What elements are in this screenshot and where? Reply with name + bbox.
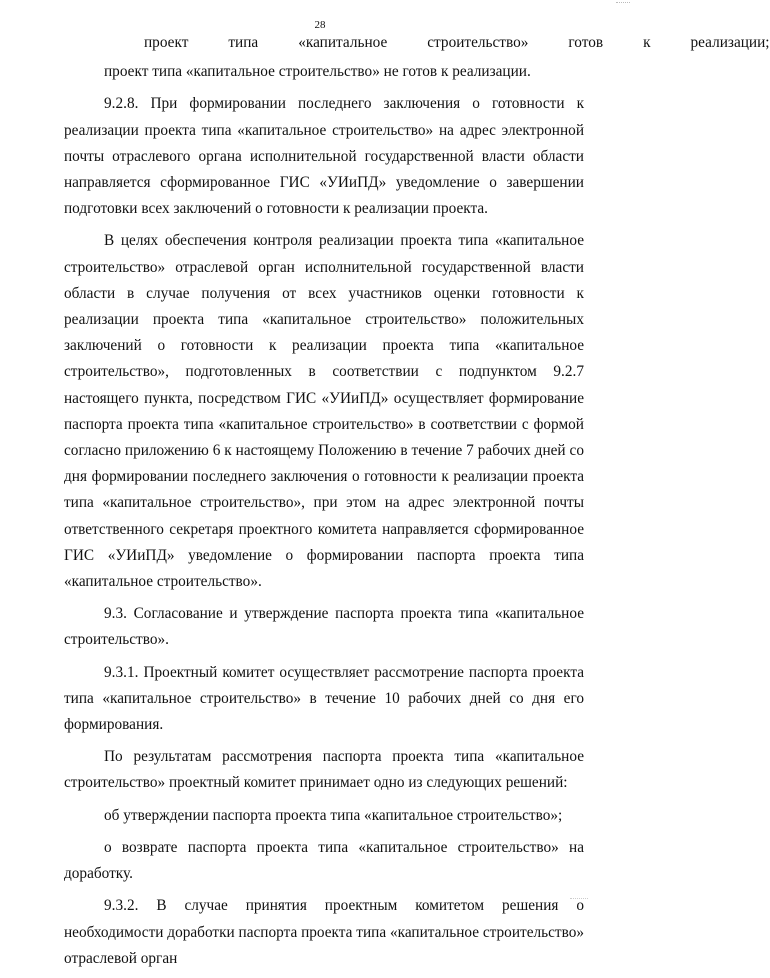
word: к xyxy=(643,34,651,51)
paragraph-3: 9.2.8. При формировании последнего заключения о готовности к реализации проекта типа «капитальное строительство» на адрес электронной почты отраслевого органа исполнительной государственной власти области направляется сформированное ГИС «УИиПД» уведомление о завершении подготовки всех заключений о готовности к реализации проекта. xyxy=(64,95,584,218)
paragraph-7: По результатам рассмотрения паспорта проекта типа «капитальное строительство» проектный комитет принимает одно из следующих решений: xyxy=(64,748,584,792)
word: «капитальное xyxy=(298,34,388,51)
word: проект xyxy=(144,34,189,51)
word: строительство» xyxy=(427,34,529,51)
page-number: 28 xyxy=(314,19,326,31)
scan-mark xyxy=(616,2,630,5)
paragraph-9: о возврате паспорта проекта типа «капитальное строительство» на доработку. xyxy=(64,838,584,883)
paragraph-6: 9.3.1. Проектный комитет осуществляет рассмотрение паспорта проекта типа «капитальное строительство» в течение 10 рабочих дней со дня его формирования. xyxy=(64,663,584,734)
paragraph-1 xyxy=(64,30,770,56)
paragraph-10: 9.3.2. В случае принятия проектным комитетом решения о необходимости доработки паспорта проекта типа «капитальное строительство» отраслевой орган xyxy=(64,897,584,967)
word: реализации; xyxy=(690,34,770,51)
paragraph-5: 9.3. Согласование и утверждение паспорта проекта типа «капитальное строительство». xyxy=(64,605,584,649)
word: типа xyxy=(228,34,259,51)
word: готов xyxy=(568,34,604,51)
paragraph-8: об утверждении паспорта проекта типа «капитальное строительство»; xyxy=(104,806,563,824)
document-body xyxy=(64,30,770,978)
scan-mark-bottom xyxy=(570,898,588,901)
paragraph-2: проект типа «капитальное строительство» не готов к реализации. xyxy=(104,63,531,81)
paragraph-4: В целях обеспечения контроля реализации проекта типа «капитальное строительство» отраслевой орган исполнительной государственной власти области в случае получения от всех участников оценки готовности к реализации проекта типа «капитальное строительство» положительных заключений о готовности к реализации проекта типа «капитальное строительство», подготовленных в соответствии с подпунктом 9.2.7 настоящего пункта, посредством ГИС «УИиПД» осуществляет формирование паспорта проекта типа «капитальное строительство» в соответствии с формой согласно приложению 6 к настоящему Положению в течение 7 рабочих дней со дня формировании последнего заключения о готовности к реализации проекта типа «капитальное строительство», при этом на адрес электронной почты ответственного секретаря проектного комитета направляется сформированное ГИС «УИиПД» уведомление о формировании паспорта проекта типа «капитальное строительство». xyxy=(64,232,584,591)
